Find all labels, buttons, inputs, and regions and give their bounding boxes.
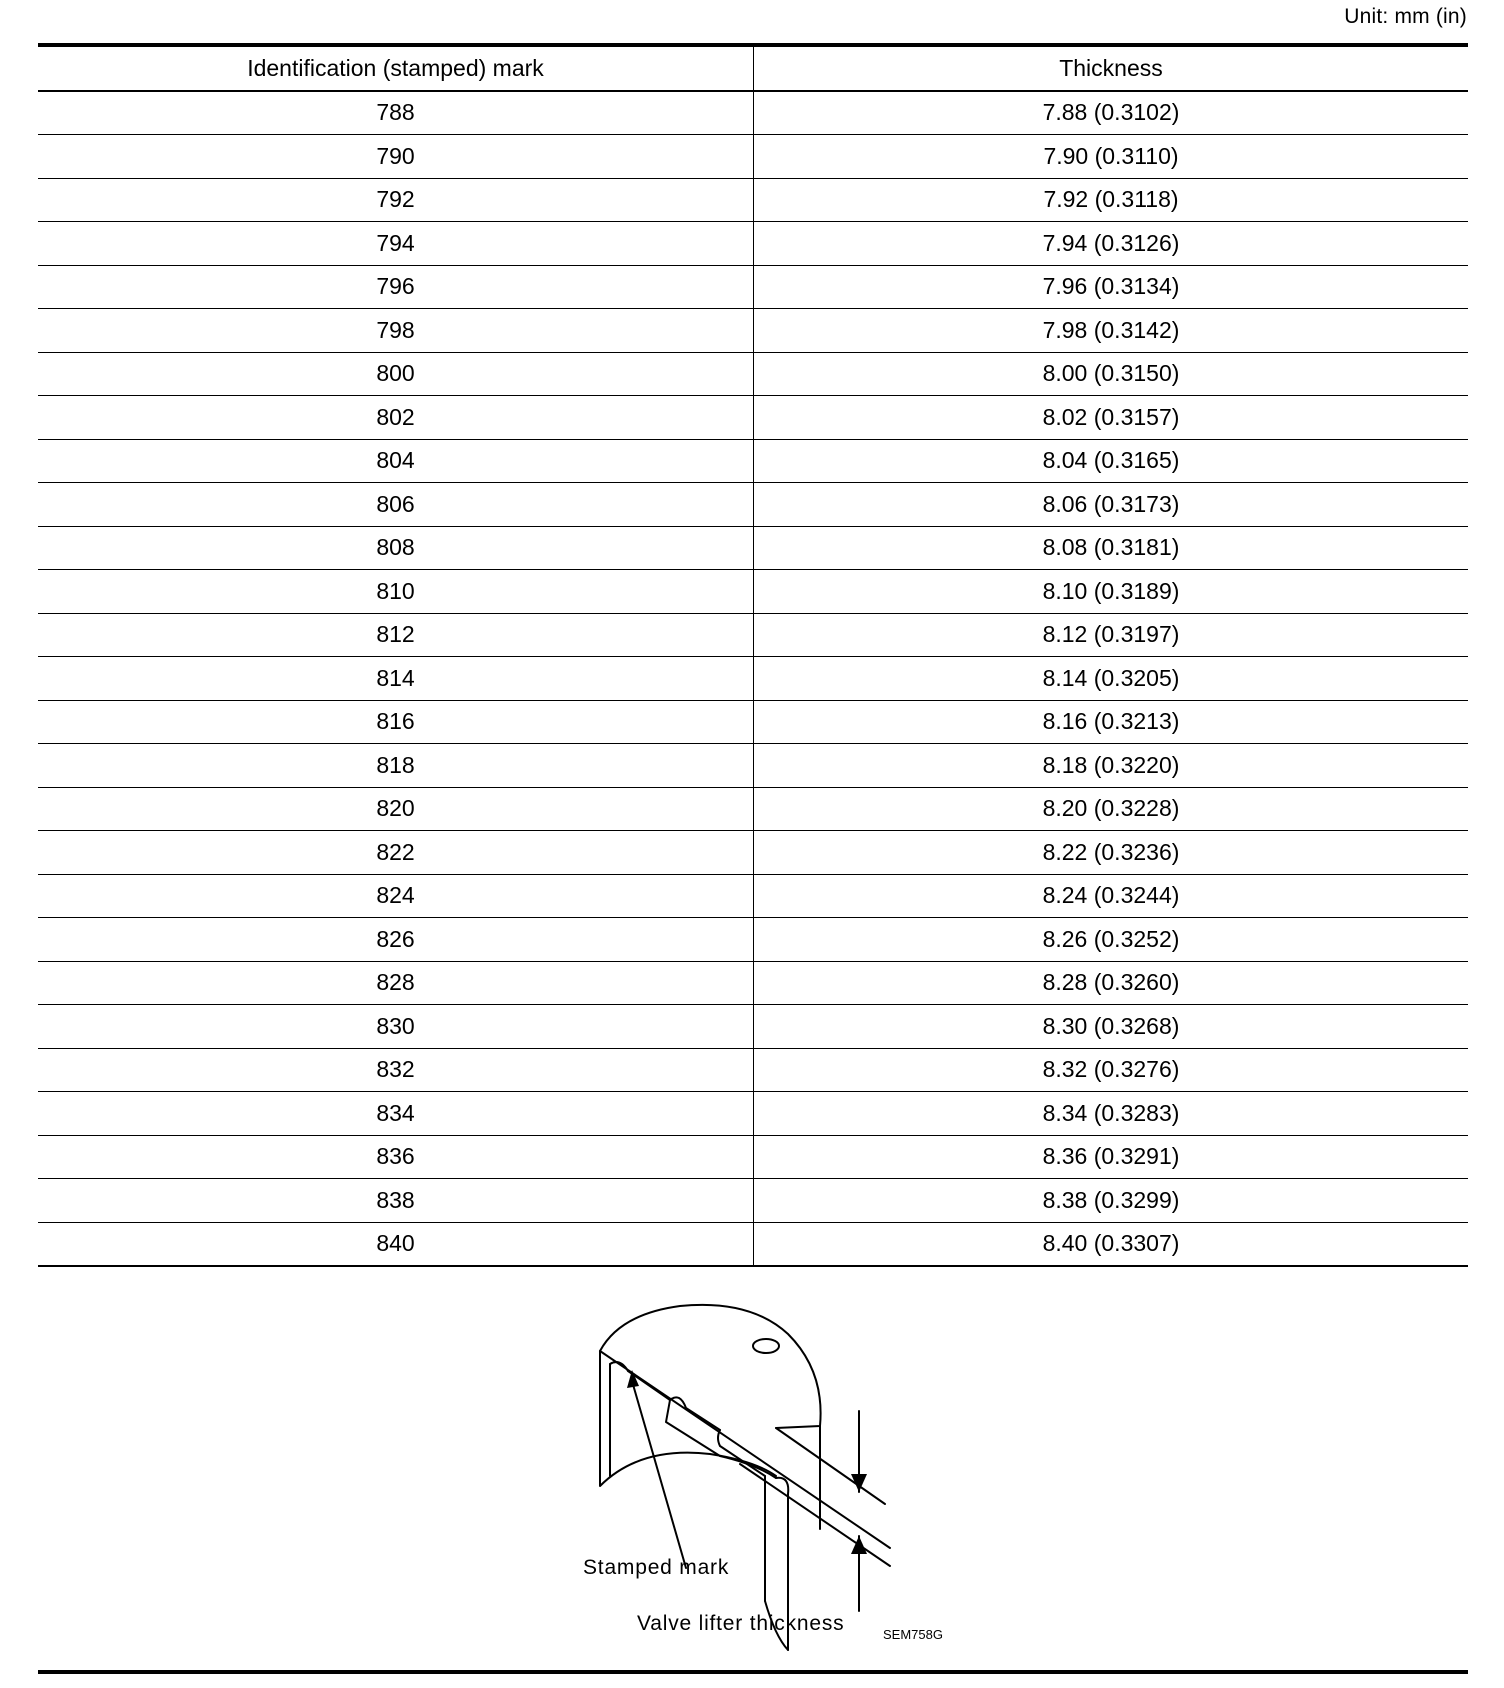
table-row — [38, 1222, 1468, 1266]
valve-lifter-thickness-label: Valve lifter thickness — [637, 1612, 845, 1635]
identification-mark-cell: 796 — [38, 265, 754, 309]
identification-mark-cell: 820 — [38, 787, 754, 831]
bottom-rule — [38, 1670, 1468, 1674]
table-row — [38, 222, 1468, 266]
identification-mark-cell: 806 — [38, 483, 754, 527]
thickness-cell: 8.04 (0.3165) — [754, 439, 1469, 483]
thickness-cell: 8.12 (0.3197) — [754, 613, 1469, 657]
valve-lifter-thickness-table — [38, 43, 1468, 1267]
identification-mark-cell: 814 — [38, 657, 754, 701]
stamped-mark-label: Stamped mark — [583, 1556, 730, 1579]
thickness-cell: 8.00 (0.3150) — [754, 352, 1469, 396]
table-body — [38, 91, 1468, 1267]
table-row — [38, 1005, 1468, 1049]
table-row — [38, 657, 1468, 701]
thickness-cell: 7.98 (0.3142) — [754, 309, 1469, 353]
thickness-cell: 8.22 (0.3236) — [754, 831, 1469, 875]
thickness-cell: 8.28 (0.3260) — [754, 961, 1469, 1005]
identification-mark-cell: 816 — [38, 700, 754, 744]
thickness-cell: 8.24 (0.3244) — [754, 874, 1469, 918]
table-row — [38, 787, 1468, 831]
identification-mark-cell: 788 — [38, 91, 754, 135]
thickness-cell: 7.96 (0.3134) — [754, 265, 1469, 309]
thickness-cell: 8.34 (0.3283) — [754, 1092, 1469, 1136]
thickness-cell: 8.18 (0.3220) — [754, 744, 1469, 788]
identification-mark-cell: 812 — [38, 613, 754, 657]
table-row — [38, 265, 1468, 309]
identification-mark-cell: 794 — [38, 222, 754, 266]
identification-mark-cell: 818 — [38, 744, 754, 788]
table-row — [38, 1048, 1468, 1092]
identification-mark-cell: 792 — [38, 178, 754, 222]
thickness-cell: 8.02 (0.3157) — [754, 396, 1469, 440]
table-row — [38, 744, 1468, 788]
identification-mark-cell: 832 — [38, 1048, 754, 1092]
identification-mark-cell: 810 — [38, 570, 754, 614]
valve-lifter-illustration — [580, 1296, 1020, 1676]
identification-mark-cell: 798 — [38, 309, 754, 353]
identification-mark-cell: 826 — [38, 918, 754, 962]
identification-mark-cell: 830 — [38, 1005, 754, 1049]
table-row — [38, 483, 1468, 527]
table-header-row — [38, 45, 1468, 91]
thickness-cell: 8.08 (0.3181) — [754, 526, 1469, 570]
thickness-cell: 8.16 (0.3213) — [754, 700, 1469, 744]
table-row — [38, 570, 1468, 614]
table-row — [38, 135, 1468, 179]
thickness-cell: 7.94 (0.3126) — [754, 222, 1469, 266]
table-row — [38, 918, 1468, 962]
identification-mark-cell: 790 — [38, 135, 754, 179]
identification-mark-cell: 824 — [38, 874, 754, 918]
identification-mark-cell: 838 — [38, 1179, 754, 1223]
table-row — [38, 526, 1468, 570]
table-row — [38, 831, 1468, 875]
header-identification-mark: Identification (stamped) mark — [38, 45, 754, 91]
thickness-cell: 7.90 (0.3110) — [754, 135, 1469, 179]
thickness-cell: 8.40 (0.3307) — [754, 1222, 1469, 1266]
identification-mark-cell: 804 — [38, 439, 754, 483]
table-row — [38, 1092, 1468, 1136]
table-row — [38, 1179, 1468, 1223]
figure-code: SEM758G — [883, 1627, 943, 1642]
thickness-cell: 8.10 (0.3189) — [754, 570, 1469, 614]
table-row — [38, 700, 1468, 744]
thickness-cell: 8.32 (0.3276) — [754, 1048, 1469, 1092]
thickness-cell: 8.26 (0.3252) — [754, 918, 1469, 962]
thickness-cell: 7.88 (0.3102) — [754, 91, 1469, 135]
identification-mark-cell: 808 — [38, 526, 754, 570]
thickness-cell: 8.06 (0.3173) — [754, 483, 1469, 527]
header-thickness: Thickness — [754, 45, 1469, 91]
thickness-cell: 8.20 (0.3228) — [754, 787, 1469, 831]
identification-mark-cell: 836 — [38, 1135, 754, 1179]
unit-label: Unit: mm (in) — [1344, 5, 1467, 28]
identification-mark-cell: 800 — [38, 352, 754, 396]
table-row — [38, 874, 1468, 918]
table-row — [38, 91, 1468, 135]
thickness-cell: 8.36 (0.3291) — [754, 1135, 1469, 1179]
table-row — [38, 613, 1468, 657]
thickness-cell: 8.14 (0.3205) — [754, 657, 1469, 701]
identification-mark-cell: 840 — [38, 1222, 754, 1266]
table-row — [38, 961, 1468, 1005]
thickness-cell: 8.38 (0.3299) — [754, 1179, 1469, 1223]
thickness-cell: 8.30 (0.3268) — [754, 1005, 1469, 1049]
identification-mark-cell: 822 — [38, 831, 754, 875]
identification-mark-cell: 834 — [38, 1092, 754, 1136]
table-row — [38, 396, 1468, 440]
table-row — [38, 309, 1468, 353]
valve-lifter-figure — [580, 1296, 1020, 1676]
identification-mark-cell: 828 — [38, 961, 754, 1005]
table-row — [38, 1135, 1468, 1179]
thickness-cell: 7.92 (0.3118) — [754, 178, 1469, 222]
table-row — [38, 439, 1468, 483]
table-row — [38, 352, 1468, 396]
identification-mark-cell: 802 — [38, 396, 754, 440]
table-row — [38, 178, 1468, 222]
